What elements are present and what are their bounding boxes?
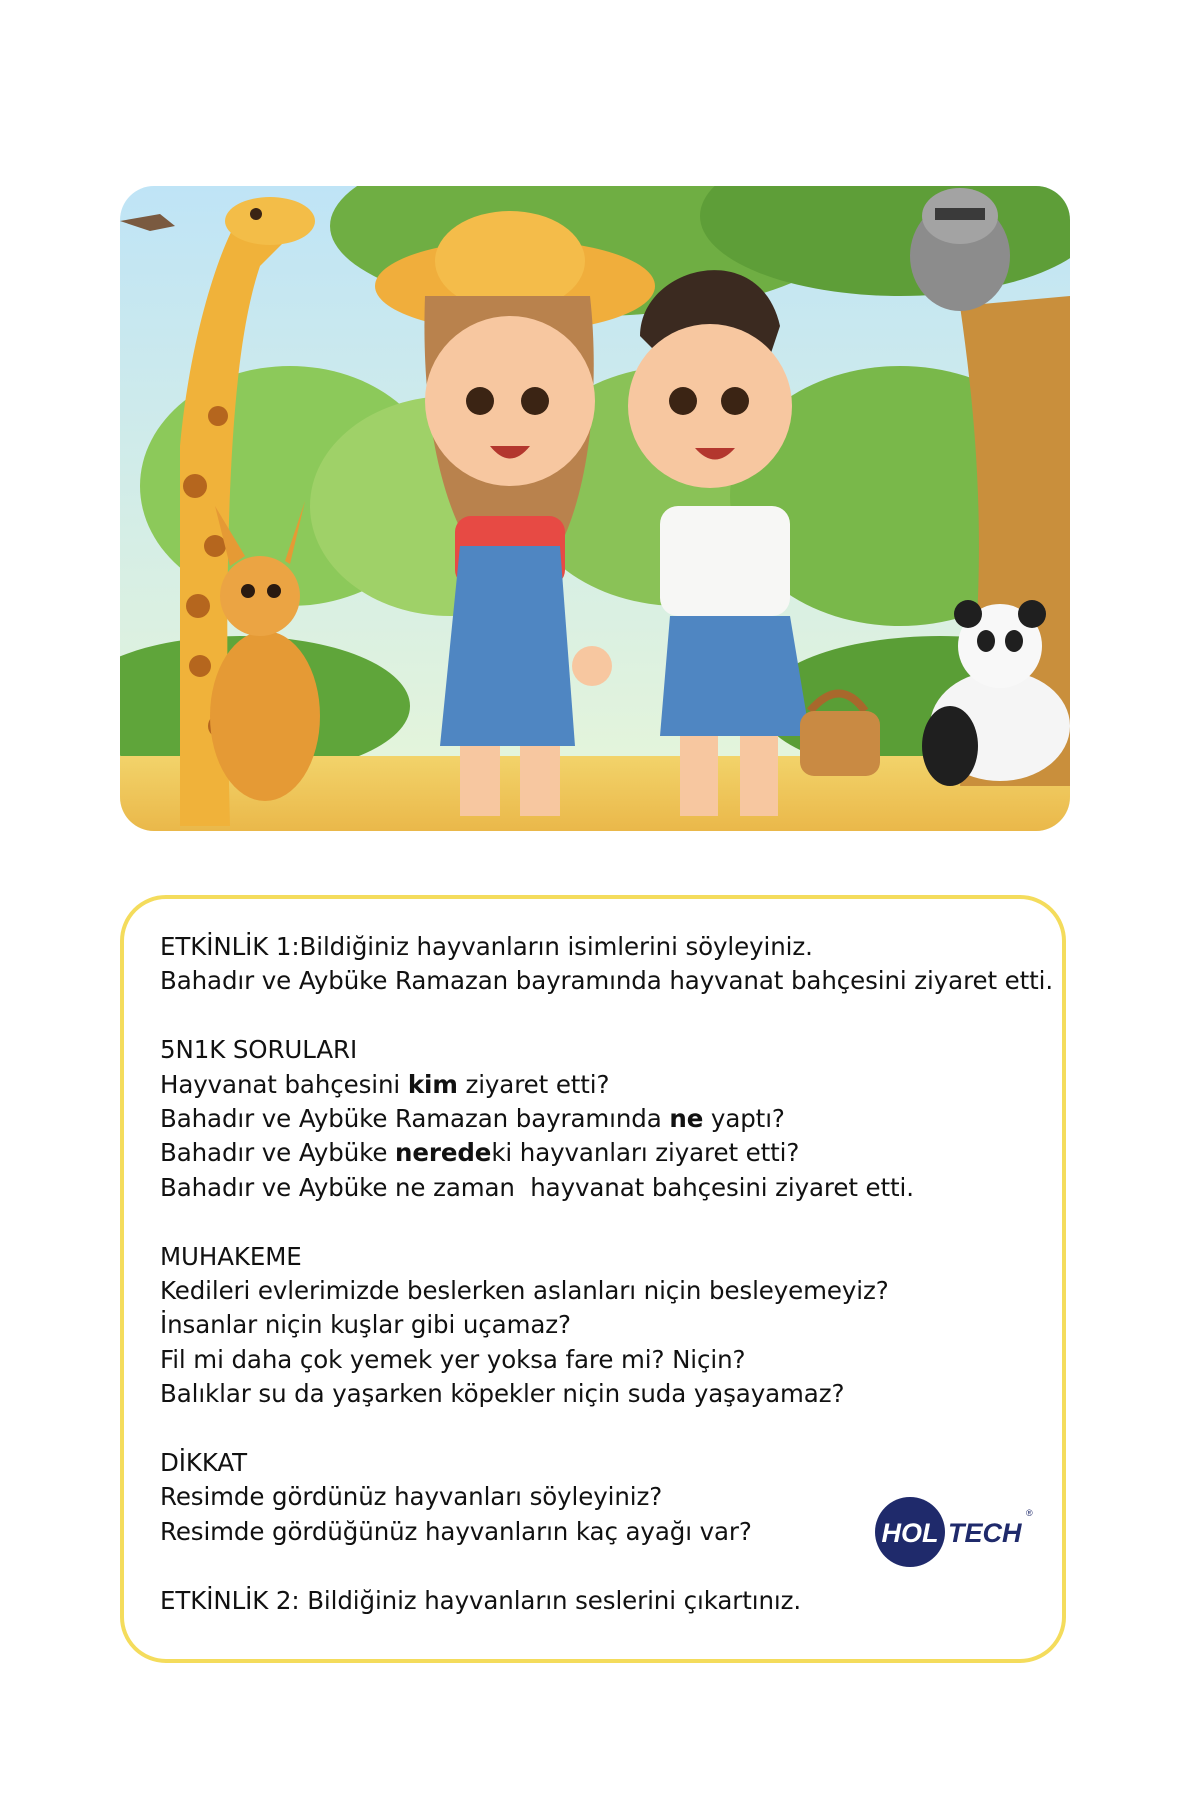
reasoning-question-4: Balıklar su da yaşarken köpekler niçin suda yaşayamaz?: [160, 1379, 845, 1409]
logo-text-left: HOL: [881, 1518, 939, 1548]
logo-registered-mark: ®: [1026, 1508, 1033, 1518]
attention-question-1: Resimde gördünüz hayvanları söyleyiniz?: [160, 1482, 663, 1512]
holtech-logo: [870, 1494, 1040, 1570]
reasoning-heading: MUHAKEME: [160, 1241, 302, 1271]
5n1k-question-4: Bahadır ve Aybüke ne zaman hayvanat bahçesini ziyaret etti.: [160, 1172, 914, 1202]
activity2-title: ETKİNLİK 2: Bildiğiniz hayvanların seslerini çıkartınız.: [160, 1585, 802, 1615]
reasoning-question-1: Kedileri evlerimizde beslerken aslanları niçin besleyemeyiz?: [160, 1276, 889, 1306]
5n1k-question-1: Hayvanat bahçesini kim ziyaret etti?: [160, 1069, 610, 1099]
activity1-title: ETKİNLİK 1:Bildiğiniz hayvanların isimlerini söyleyiniz.: [160, 932, 813, 961]
5n1k-question-2: Bahadır ve Aybüke Ramazan bayramında ne yaptı?: [160, 1104, 785, 1134]
attention-question-2: Resimde gördüğünüz hayvanların kaç ayağı var?: [160, 1516, 752, 1546]
activity1-story: Bahadır ve Aybüke Ramazan bayramında hayvanat bahçesini ziyaret etti.: [160, 966, 1054, 996]
reasoning-question-2: İnsanlar niçin kuşlar gibi uçamaz?: [160, 1310, 571, 1340]
logo-text-right: TECH: [948, 1518, 1022, 1548]
5n1k-heading: 5N1K SORULARI: [160, 1035, 358, 1065]
zoo-illustration: [120, 186, 1070, 831]
reasoning-question-3: Fil mi daha çok yemek yer yoksa fare mi? Niçin?: [160, 1344, 746, 1374]
attention-heading: DİKKAT: [160, 1448, 248, 1478]
5n1k-question-3: Bahadır ve Aybüke neredeki hayvanları ziyaret etti?: [160, 1138, 800, 1168]
